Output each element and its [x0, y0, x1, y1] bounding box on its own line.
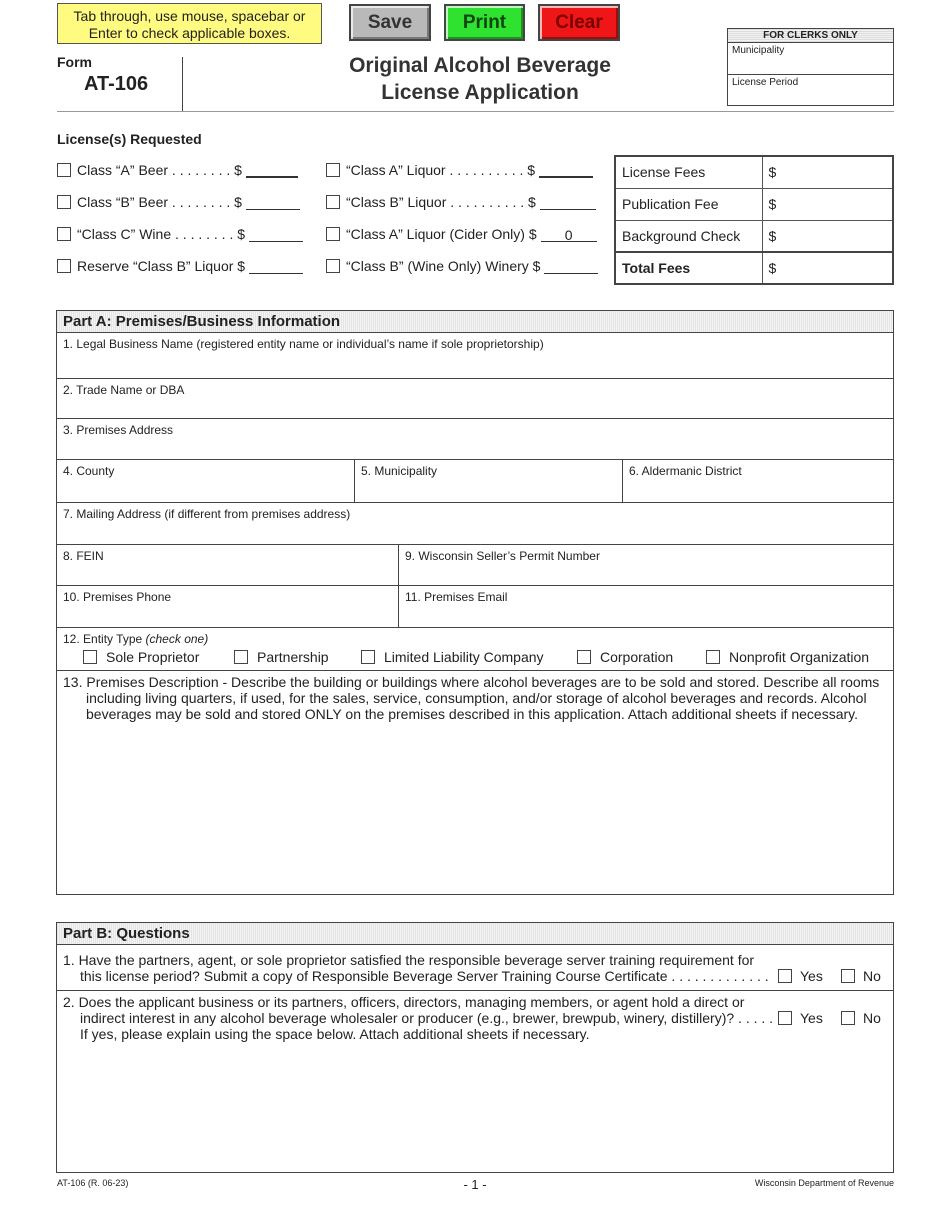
form-label: Form	[57, 54, 92, 70]
field-label: 3. Premises Address	[63, 423, 174, 437]
licenses-heading: License(s) Requested	[57, 131, 202, 147]
page-number: - 1 -	[463, 1177, 487, 1192]
license-label: Class “B” Beer . . . . . . . . $	[77, 194, 242, 210]
license-class-c-wine-checkbox[interactable]	[57, 227, 71, 241]
entity-checkbox[interactable]	[706, 650, 720, 664]
license-class-b-liquor	[326, 194, 596, 210]
question-2-line-1: 2. Does the applicant business or its partners, officers, directors, managing members, or agent hold a direct or	[63, 994, 745, 1010]
license-class-a-liquor	[326, 162, 593, 178]
license-fee-input[interactable]	[246, 195, 300, 210]
premises-address-field[interactable]	[57, 419, 893, 460]
clerks-only-box	[727, 28, 894, 106]
field-label: 11. Premises Email	[405, 590, 508, 604]
fees-row	[615, 188, 893, 220]
entity-option-llc[interactable]	[361, 649, 544, 665]
entity-option-label: Limited Liability Company	[384, 649, 544, 665]
entity-option-partnership[interactable]	[234, 649, 329, 665]
license-label: “Class B” Liquor . . . . . . . . . . $	[346, 194, 536, 210]
fees-row	[615, 156, 893, 188]
fees-row-label: Total Fees	[615, 252, 762, 284]
question-1-no[interactable]	[841, 968, 881, 984]
premises-phone-field[interactable]	[57, 586, 399, 628]
clerk-license-period-field[interactable]	[728, 74, 893, 105]
field-label: 5. Municipality	[361, 464, 438, 478]
title-line-2: License Application	[381, 81, 579, 104]
license-reserve-class-b-liquor	[57, 258, 303, 274]
fein-field[interactable]	[57, 545, 399, 586]
save-button[interactable]: Save	[349, 4, 431, 41]
county-field[interactable]	[57, 460, 355, 503]
entity-checkbox[interactable]	[83, 650, 97, 664]
field-label: 7. Mailing Address (if different from premises address)	[63, 507, 351, 521]
premises-email-field[interactable]	[399, 586, 893, 628]
license-class-a-beer-checkbox[interactable]	[57, 163, 71, 177]
total-fees-amount[interactable]: $	[762, 252, 893, 284]
clear-button[interactable]: Clear	[538, 4, 620, 41]
field-label: 6. Aldermanic District	[629, 464, 742, 478]
license-label: Reserve “Class B” Liquor $	[77, 258, 246, 274]
license-fee-input[interactable]	[249, 259, 303, 274]
header-rule	[57, 111, 894, 112]
header-divider	[182, 57, 183, 111]
license-fee-input[interactable]	[539, 163, 593, 178]
field-hint: (check one)	[145, 632, 209, 646]
agency-name: Wisconsin Department of Revenue	[754, 1178, 894, 1188]
clerk-municipality-field[interactable]	[728, 43, 893, 74]
license-class-a-liquor-cider-checkbox[interactable]	[326, 227, 340, 241]
license-label: “Class A” Liquor (Cider Only) $	[346, 226, 537, 242]
question-2-line-3: If yes, please explain using the space below. Attach additional sheets if necessary.	[80, 1026, 590, 1042]
question-1-line-1: 1. Have the partners, agent, or sole proprietor satisfied the responsible beverage server training requirement for	[63, 952, 755, 968]
license-label: “Class A” Liquor . . . . . . . . . . $	[346, 162, 536, 178]
field-label: 9. Wisconsin Seller’s Permit Number	[405, 549, 600, 563]
field-label: 2. Trade Name or DBA	[63, 383, 185, 397]
part-b-heading: Part B: Questions	[57, 923, 893, 945]
entity-checkbox[interactable]	[234, 650, 248, 664]
license-class-b-wine-winery-checkbox[interactable]	[326, 259, 340, 273]
question-2-yes-checkbox[interactable]	[778, 1011, 792, 1025]
license-class-b-beer-checkbox[interactable]	[57, 195, 71, 209]
entity-checkbox[interactable]	[361, 650, 375, 664]
question-1-yes[interactable]	[778, 968, 823, 984]
question-1-line-2: this license period? Submit a copy of Responsible Beverage Server Training Course Certificate . . . . . . . . . . . . .	[80, 968, 769, 984]
question-2-no[interactable]	[841, 1010, 881, 1026]
publication-fee-amount[interactable]: $	[762, 188, 893, 220]
yes-label: Yes	[800, 968, 823, 984]
license-fees-amount[interactable]: $	[762, 156, 893, 188]
entity-option-label: Corporation	[600, 649, 674, 665]
field-label: 4. County	[63, 464, 115, 478]
premises-description-label: 13. Premises Description - Describe the building or buildings where alcohol beverages are to be sold and stored. Describe all rooms including living quarters, if used, for the sales, service, consumption, and/or storage of alcohol beverages and records. Alcohol beverages may be sold and stored ONLY on the premises described in this application. Attach additional sheets if necessary.	[63, 674, 880, 722]
license-class-a-beer	[57, 162, 298, 178]
license-fee-input[interactable]	[246, 163, 298, 178]
part-b-section	[56, 922, 894, 1173]
background-check-amount[interactable]: $	[762, 220, 893, 252]
fees-row-label: Background Check	[615, 220, 762, 252]
part-a-section	[56, 310, 894, 895]
entity-option-label: Partnership	[257, 649, 329, 665]
instructions-note: Tab through, use mouse, spacebar or Enter to check applicable boxes.	[57, 3, 322, 44]
question-2[interactable]	[57, 991, 893, 1172]
license-fee-input[interactable]	[540, 195, 596, 210]
page-title	[320, 52, 640, 106]
fees-row	[615, 220, 893, 252]
license-class-a-liquor-cider	[326, 226, 597, 242]
question-2-line-2: indirect interest in any alcohol beverage wholesaler or producer (e.g., brewer, brewpub, winery, distillery)? . . . . .	[80, 1010, 774, 1026]
yes-label: Yes	[800, 1010, 823, 1026]
aldermanic-district-field[interactable]	[623, 460, 893, 503]
entity-checkbox[interactable]	[577, 650, 591, 664]
fees-row-label: Publication Fee	[615, 188, 762, 220]
license-fee-input[interactable]	[544, 259, 598, 274]
question-1-yes-checkbox[interactable]	[778, 969, 792, 983]
no-label: No	[863, 1010, 881, 1026]
legal-business-name-field[interactable]	[57, 333, 893, 379]
question-2-no-checkbox[interactable]	[841, 1011, 855, 1025]
municipality-field[interactable]	[355, 460, 623, 503]
license-label: “Class C” Wine . . . . . . . . $	[77, 226, 246, 242]
license-label: “Class B” (Wine Only) Winery $	[346, 258, 541, 274]
question-1-no-checkbox[interactable]	[841, 969, 855, 983]
entity-option-label: Nonprofit Organization	[729, 649, 870, 665]
print-button[interactable]: Print	[444, 4, 525, 41]
sellers-permit-field[interactable]	[399, 545, 893, 586]
title-line-1: Original Alcohol Beverage	[349, 54, 611, 77]
license-class-b-beer	[57, 194, 300, 210]
clerk-license-period-label: License Period	[732, 77, 799, 88]
premises-description-field[interactable]	[57, 671, 893, 894]
trade-name-field[interactable]	[57, 379, 893, 419]
fees-total-row	[615, 252, 893, 284]
part-a-heading: Part A: Premises/Business Information	[57, 311, 893, 333]
clerks-heading: FOR CLERKS ONLY	[728, 29, 893, 43]
license-class-a-liquor-checkbox[interactable]	[326, 163, 340, 177]
entity-option-nonprofit[interactable]	[706, 649, 869, 665]
field-label: 8. FEIN	[63, 549, 104, 563]
license-fee-input[interactable]	[249, 227, 303, 242]
fees-table	[614, 155, 894, 285]
field-label: 10. Premises Phone	[63, 590, 172, 604]
license-reserve-class-b-liquor-checkbox[interactable]	[57, 259, 71, 273]
license-label: Class “A” Beer . . . . . . . . $	[77, 162, 242, 178]
license-class-c-wine	[57, 226, 303, 242]
question-2-yes[interactable]	[778, 1010, 823, 1026]
field-label: 12. Entity Type	[63, 632, 143, 646]
license-class-b-wine-winery	[326, 258, 598, 274]
mailing-address-field[interactable]	[57, 503, 893, 545]
fees-row-label: License Fees	[615, 156, 762, 188]
form-number: AT-106	[84, 73, 149, 95]
field-label: 1. Legal Business Name (registered entity name or individual’s name if sole proprietorship)	[63, 337, 544, 351]
license-fee-input[interactable]: 0	[541, 227, 597, 242]
question-1	[57, 945, 893, 991]
entity-option-corporation[interactable]	[577, 649, 673, 665]
no-label: No	[863, 968, 881, 984]
entity-option-sole-proprietor[interactable]	[83, 649, 199, 665]
clerk-municipality-label: Municipality	[732, 45, 785, 56]
form-revision: AT-106 (R. 06-23)	[57, 1178, 129, 1188]
license-class-b-liquor-checkbox[interactable]	[326, 195, 340, 209]
entity-option-label: Sole Proprietor	[106, 649, 200, 665]
